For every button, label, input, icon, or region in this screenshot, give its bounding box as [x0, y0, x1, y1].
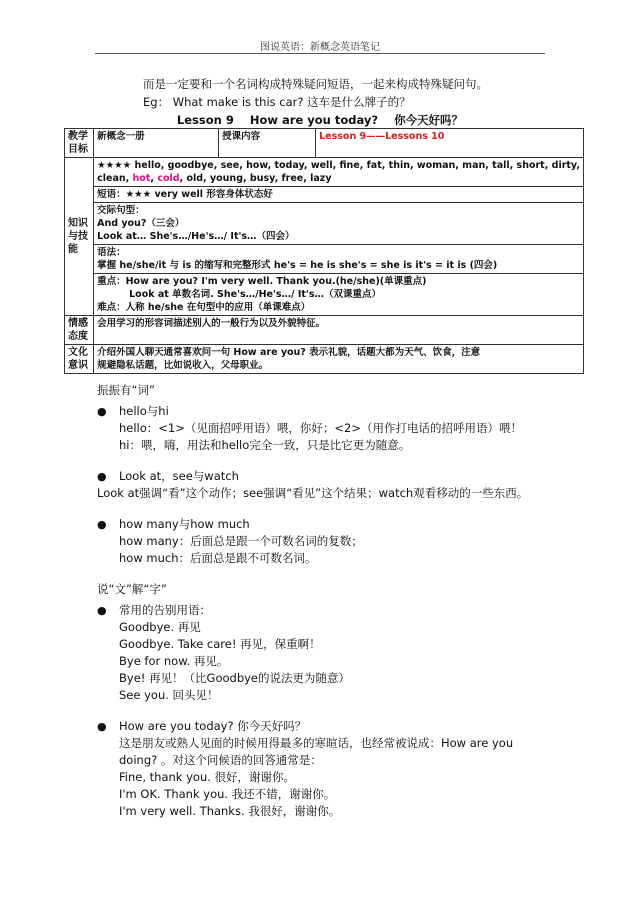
table-row: [65, 203, 584, 245]
bullet-icon: ●: [97, 604, 107, 617]
lesson-title: [0, 112, 640, 128]
item-title: How are you today? 你今天好吗？: [119, 719, 307, 733]
item-line: I'm very well. Thanks. 我很好，谢谢你。: [119, 804, 341, 818]
lesson-number: Lesson 9: [176, 113, 234, 127]
row-label: 文化意识: [65, 345, 94, 374]
item-line: 这是朋友或熟人见面的时候用得最多的寒暄话，也经常被说成：How are you: [119, 736, 514, 750]
lesson-plan-table: [64, 128, 584, 374]
item-line: how many：后面总是跟一个可数名词的复数；: [119, 534, 363, 548]
table-row: [65, 245, 584, 274]
item-line: hi：喂，嗨，用法和hello完全一致，只是比它更为随意。: [119, 438, 411, 452]
word-cold: cold: [157, 173, 180, 184]
table-row: [65, 158, 584, 187]
table-row: [65, 345, 584, 374]
culture-line-1: 介绍外国人聊天通常喜欢问一句 How are you? 表示礼貌，话题大都为天气、饮食，注意: [97, 347, 481, 358]
page-header: 图说英语：新概念英语笔记: [260, 42, 380, 53]
grammar-cell: [94, 245, 584, 274]
item-line: Bye! 再见！（比Goodbye的说法更为随意）: [119, 671, 350, 685]
item-line: Bye for now. 再见。: [119, 654, 229, 668]
list-item: [97, 718, 557, 735]
difficulty-line: 难点：人称 he/she 在句型中的应用（单课难点）: [97, 302, 311, 313]
item-line: Goodbye. 再见: [119, 620, 201, 634]
header-rule: [95, 53, 545, 54]
sentences-title: 交际句型：: [97, 205, 145, 216]
emotion-cell: 会用学习的形容词描述别人的一般行为以及外貌特征。: [94, 316, 584, 345]
list-item: [97, 516, 557, 533]
table-row: [65, 129, 584, 158]
table-row: [65, 187, 584, 203]
row-label: 知识与技能: [65, 158, 94, 316]
item-line: hello：<1>（见面招呼用语）喂，你好；<2>（用作打电话的招呼用语）喂！: [119, 421, 522, 435]
item-line: how much：后面总是跟不可数名词。: [119, 551, 317, 565]
intro-line-2: Eg： What make is this car? 这车是什么牌子的？: [143, 95, 411, 109]
bullet-icon: ●: [97, 405, 107, 418]
table-row: [65, 316, 584, 345]
item-line: doing? 。对这个问候语的回答通常是：: [119, 753, 322, 767]
row-label: 教学目标: [65, 129, 94, 158]
culture-cell: [94, 345, 584, 374]
section-heading: 振振有“词”: [97, 383, 155, 397]
item-title: Look at，see与watch: [119, 469, 239, 483]
table-row: [65, 274, 584, 316]
sentences-cell: [94, 203, 584, 245]
sentences-line-1: And you?（三会）: [97, 218, 185, 229]
key-line-1: 重点：How are you? I'm very well. Thank you.(he/she)(单课重点): [97, 276, 427, 287]
list-item: [97, 468, 557, 485]
vocabulary-line-2: clean, hot, cold, old, young, busy, free, lazy: [97, 173, 332, 184]
item-title: hello与hi: [119, 404, 169, 418]
item-line: Goodbye. Take care! 再见，保重啊！: [119, 637, 321, 651]
intro-line-1: 而是一定要和一个名词构成特殊疑问短语，一起来构成特殊疑问句。: [143, 77, 488, 91]
content-cell: Lesson 9——Lessons 10: [316, 129, 584, 158]
list-item: [97, 602, 557, 619]
culture-line-2: 规避隐私话题，比如说收入，父母职业。: [97, 360, 269, 371]
word-clean: clean,: [97, 173, 130, 184]
phrases-cell: 短语：★★★ very well 形容身体状态好: [94, 187, 584, 203]
lesson-english-title: How are you today?: [249, 113, 379, 127]
bullet-icon: ●: [97, 518, 107, 531]
grammar-title: 语法：: [97, 247, 126, 258]
item-line: I'm OK. Thank you. 我还不错，谢谢你。: [119, 787, 336, 801]
sentences-line-2: Look at… She's…/He's…/ It's…（四会）: [97, 231, 295, 242]
section-heading: 说“文”解“字”: [97, 582, 167, 596]
bullet-icon: ●: [97, 470, 107, 483]
book-cell: 新概念一册: [94, 129, 219, 158]
content-label-cell: 授课内容: [219, 129, 316, 158]
words-rest: , old, young, busy, free, lazy: [179, 173, 332, 184]
item-title: 常用的告别用语：: [119, 603, 211, 617]
item-line: Look at强调“看”这个动作；see强调“看见”这个结果；watch观看移动的一些东西。: [97, 486, 529, 500]
item-line: See you. 回头见！: [119, 688, 219, 702]
list-item: [97, 403, 557, 420]
grammar-line-1: 掌握 he/she/it 与 is 的缩写和完整形式 he's = he is she's = she is it's = it is (四会): [97, 260, 498, 271]
key-points-cell: [94, 274, 584, 316]
row-label: 情感态度: [65, 316, 94, 345]
lesson-chinese-title: 你今天好吗？: [394, 113, 464, 127]
item-title: how many与how much: [119, 517, 250, 531]
notes-section: [97, 382, 557, 820]
vocabulary-cell: [94, 158, 584, 187]
bullet-icon: ●: [97, 720, 107, 733]
item-line: Fine, thank you. 很好，谢谢你。: [119, 770, 296, 784]
word-hot: hot: [132, 173, 151, 184]
key-line-2: Look at 单数名词. She's…/He's…/ It's…（双课重点）: [129, 289, 381, 300]
vocabulary-line-1: ★★★★ hello, goodbye, see, how, today, well, fine, fat, thin, woman, man, tall, short, dirty,: [97, 160, 580, 171]
